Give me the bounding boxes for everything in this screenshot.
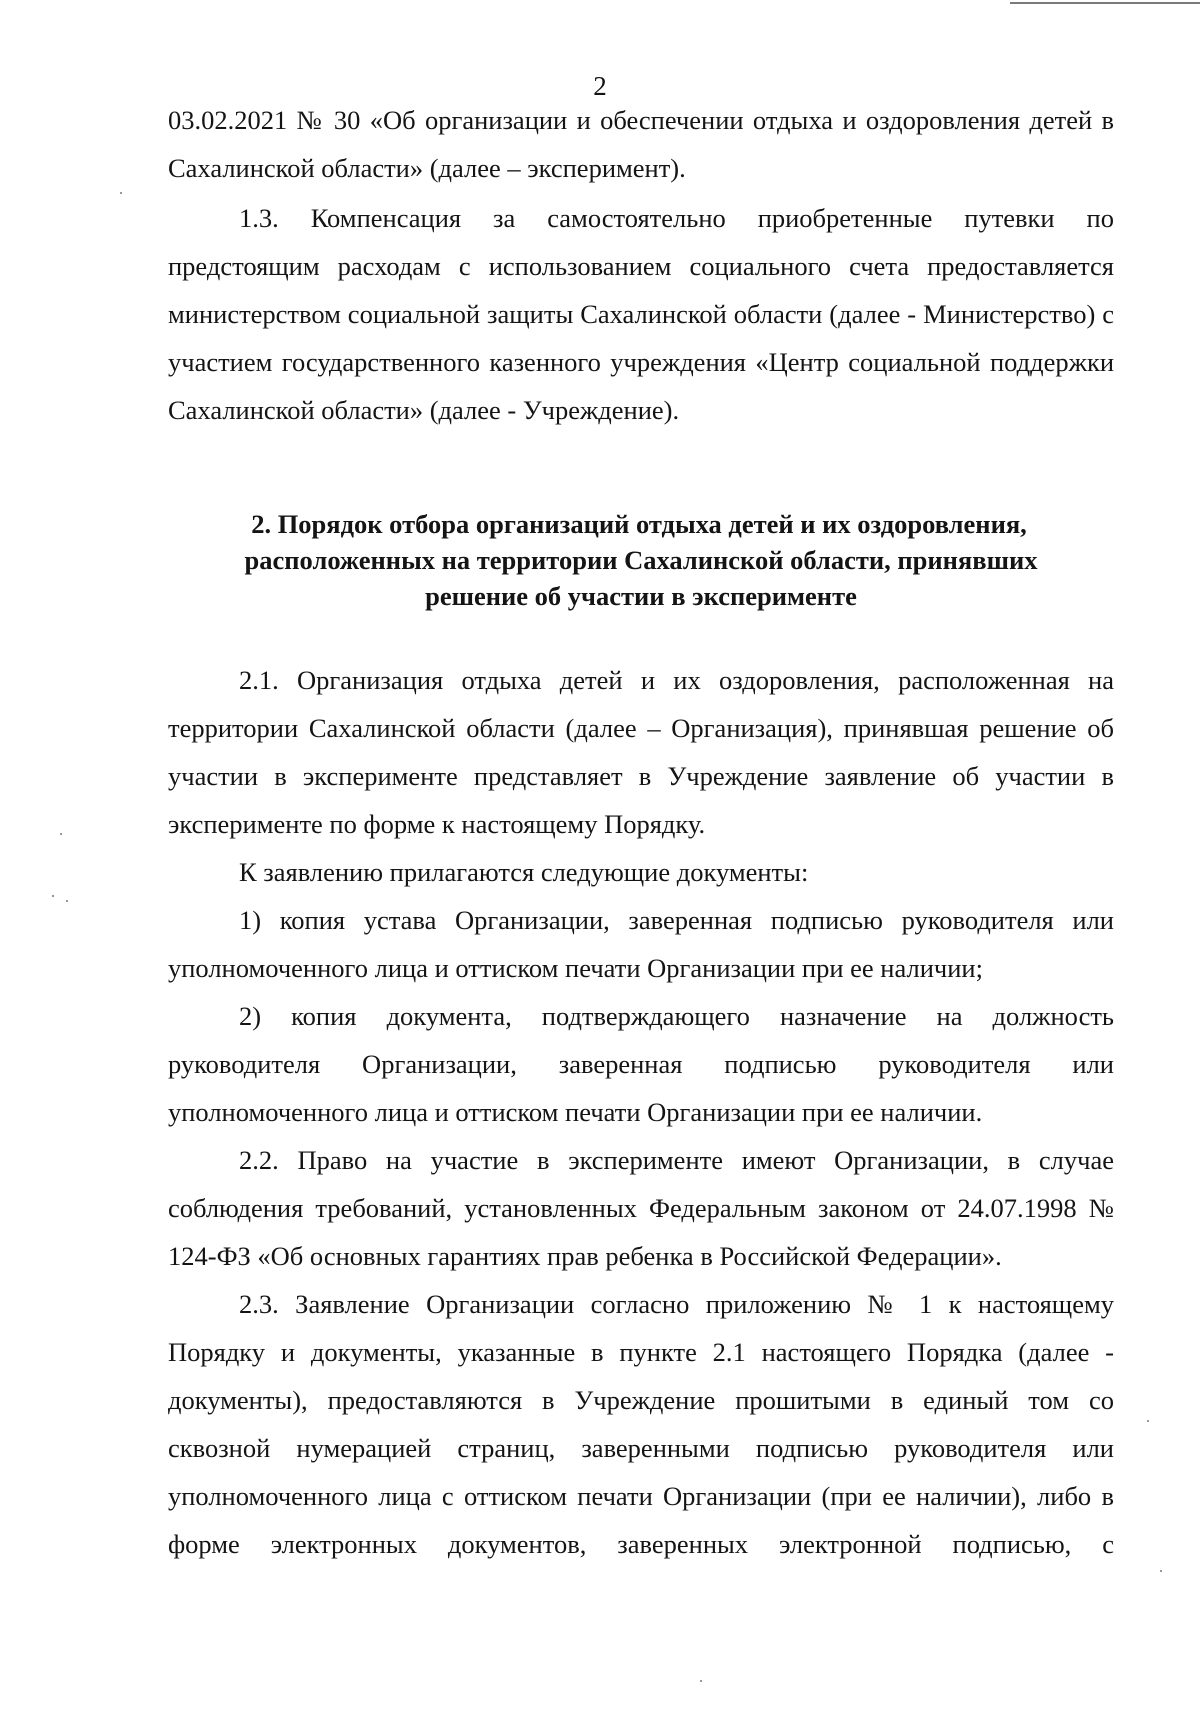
scan-speck: [120, 192, 122, 194]
attachment-item-1: 1) копия устава Организации, заверенная подписью руководителя или уполномоченного лица и оттиском печати Организации при ее наличии;: [168, 905, 1114, 983]
attachments-intro: К заявлению прилагаются следующие документы:: [239, 857, 809, 887]
scan-speck: [700, 1680, 702, 1682]
scan-speck: [52, 895, 54, 897]
heading-line-3: решение об участии в эксперименте: [425, 581, 857, 611]
section-2-body: [168, 656, 1114, 1568]
heading-line-1: 2. Порядок отбора организаций отдыха детей и их оздоровления,: [251, 509, 1027, 539]
section-1-continuation: [168, 96, 1114, 434]
intro-paragraph: 03.02.2021 № 30 «Об организации и обеспечении отдыха и оздоровления детей в Сахалинской области» (далее – эксперимент).: [168, 105, 1114, 183]
scan-speck: [1147, 1420, 1149, 1422]
page-number: 2: [593, 71, 607, 101]
scan-speck: [60, 833, 62, 835]
paragraph-2-3: 2.3. Заявление Организации согласно приложению № 1 к настоящему Порядку и документы, указанные в пункте 2.1 настоящего Порядка (далее - документы), предоставляются в Учреждение прошитыми в единый том со сквозной нумерацией страниц, заверенными подписью руководителя или уполномоченного лица с оттиском печати Организации (при ее наличии), либо в форме электронных документов, заверенных электронной подписью, с: [168, 1289, 1114, 1559]
heading-line-2: расположенных на территории Сахалинской области, принявших: [244, 545, 1038, 575]
paragraph-1-3: 1.3. Компенсация за самостоятельно приобретенные путевки по предстоящим расходам с использованием социального счета предоставляется министерством социальной защиты Сахалинской области (далее - Министерство) с участием государственного казенного учреждения «Центр социальной поддержки Сахалинской области» (далее - Учреждение).: [168, 203, 1114, 425]
scan-edge-line: [1010, 2, 1200, 4]
paragraph-2-2: 2.2. Право на участие в эксперименте имеют Организации, в случае соблюдения требований, установленных Федеральным законом от 24.07.1998 № 124-ФЗ «Об основных гарантиях прав ребенка в Российской Федерации».: [168, 1145, 1114, 1271]
scan-speck: [66, 900, 68, 902]
scan-speck: [1160, 1570, 1162, 1572]
paragraph-2-1: 2.1. Организация отдыха детей и их оздоровления, расположенная на территории Сахалинской области (далее – Организация), принявшая решение об участии в эксперименте представляет в Учреждение заявление об участии в эксперименте по форме к настоящему Порядку.: [168, 665, 1114, 839]
section-2-heading: [168, 506, 1114, 614]
attachment-item-2: 2) копия документа, подтверждающего назначение на должность руководителя Организации, заверенная подписью руководителя или уполномоченного лица и оттиском печати Организации при ее наличии.: [168, 1001, 1114, 1127]
